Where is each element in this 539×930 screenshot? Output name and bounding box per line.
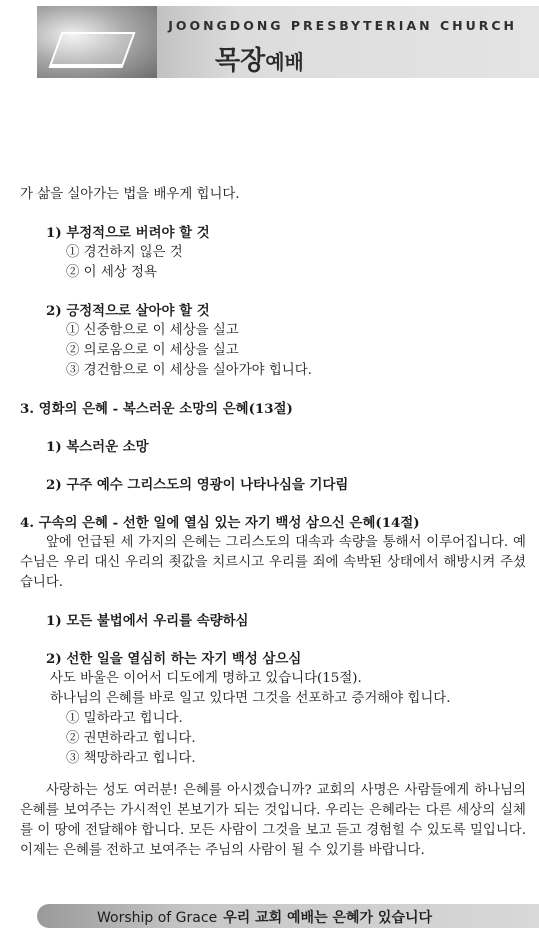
title-small: 예배 [265,50,304,74]
section-3-heading: 3. 영화의 은혜 - 복스러운 소망의 은혜(13절) [20,401,293,417]
subsection-heading: 1) 모든 불법에서 우리를 속량하심 [46,613,249,629]
section-1-heading: 1) 부정적으로 버려야 할 것 [46,225,210,241]
section-4-heading: 4. 구속의 은혜 - 선한 일에 열심 있는 자기 백성 삼으신 은혜(14절) [20,515,420,531]
header-photo [37,6,157,78]
list-item: ① 밀하라고 힙니다. [66,711,183,726]
body-line: 사도 바울은 이어서 디도에게 명하고 있습니다(15절). [50,671,362,686]
footer-text [97,907,432,927]
subsection-heading: 2) 선한 일을 열심히 하는 자기 백성 삼으심 [46,651,302,667]
header-banner [37,6,539,78]
body-line: 하나님의 은혜를 바로 일고 있다면 그것을 선포하고 증거해야 힙니다. [50,691,451,706]
bible-image-icon [48,32,135,68]
sermon-body [20,185,526,861]
list-item: ② 이 세상 정욕 [66,265,157,280]
section-2-heading: 2) 긍정적으로 살아야 할 것 [46,303,210,319]
footer-banner [37,904,539,928]
page-title [215,40,304,77]
section-4-paragraph: 앞에 언급된 세 가지의 은혜는 그리스도의 대속과 속량을 통해서 이루어집니다. 예수님은 우리 대신 우리의 죗값을 치르시고 우리를 죄에 속박된 상태에서 해방시켜 주셨습니다. [20,535,526,590]
list-item: ③ 책망하라고 힙니다. [66,751,196,766]
list-item: ② 권면하라고 힙니다. [66,731,196,746]
footer-en: Worship of Grace [97,910,218,926]
subsection-heading: 1) 복스러운 소망 [46,439,149,455]
list-item: ② 의로움으로 이 세상을 실고 [66,343,239,358]
closing-paragraph: 사랑하는 성도 여러분! 은혜를 아시겠습니까? 교회의 사명은 사람들에게 하나님의 은혜를 보여주는 가시적인 본보기가 되는 것입니다. 우리는 은혜라는 다른 세상의 실체를 이 땅에 전달해야 합니다. 모든 사람이 그것을 보고 듣고 경험힐 수 있도록 밀입니다. 이제는 은혜를 전하고 보여주는 주님의 사람이 될 수 있기를 바랍니다. [20,783,526,858]
footer-ko: 우리 교회 예배는 은혜가 있습니다 [223,910,433,926]
subsection-heading: 2) 구주 예수 그리스도의 영광이 나타나심을 기다림 [46,477,349,493]
title-big: 목장 [215,46,266,76]
list-item: ③ 경건함으로 이 세상을 실아가야 힙니다. [66,363,312,378]
list-item: ① 신중함으로 이 세상을 실고 [66,323,239,338]
church-name: JOONGDONG PRESBYTERIAN CHURCH [168,18,517,33]
list-item: ① 경건하지 읺은 것 [66,245,183,260]
intro-line: 가 삶을 실아가는 법을 배우게 힙니다. [20,187,240,202]
